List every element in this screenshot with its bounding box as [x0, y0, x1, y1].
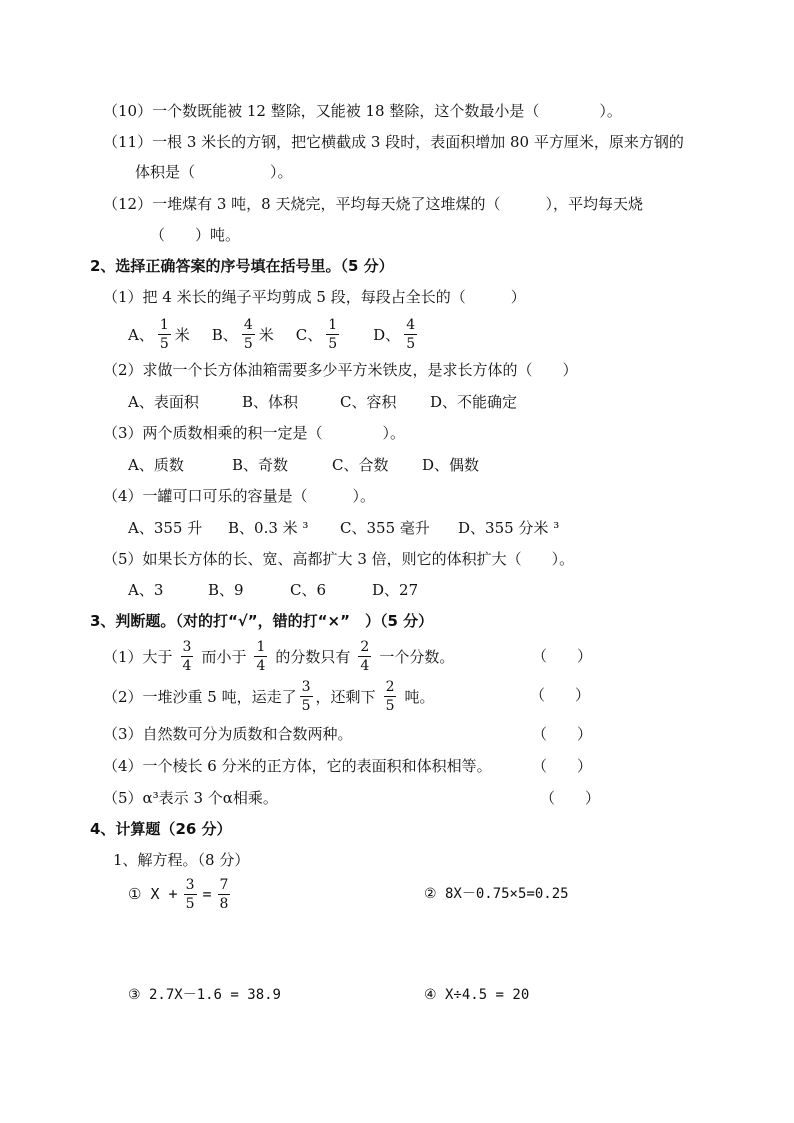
fraction-b: $\frac{4}{5}$ — [243, 316, 253, 352]
judge-1-fraction-2: $\frac{1}{4}$ — [256, 638, 266, 674]
fraction-d: $\frac{4}{5}$ — [406, 316, 416, 352]
judge-4-answer-paren[interactable]: （ ） — [532, 757, 593, 775]
judge-5-answer-paren[interactable]: （ ） — [540, 789, 601, 807]
equation-3: ③ 2.7X－1.6 = 38.9 — [128, 987, 281, 1003]
question-11-line1: （11）一根 3 米长的方钢，把它横截成 3 段时，表面积增加 80 平方厘米，原来方钢的 — [103, 133, 684, 151]
option-a-label: A、 — [128, 325, 154, 344]
judge-1 — [103, 634, 454, 678]
sub-1-title: 1、解方程。（8 分） — [113, 851, 250, 869]
choice-q3: （3）两个质数相乘的积一定是（ ）。 — [103, 424, 406, 442]
choice-q3-opt-c: C、合数 — [332, 456, 389, 474]
fraction-c: $\frac{1}{5}$ — [328, 316, 338, 352]
choice-q5-opt-b: B、9 — [208, 581, 244, 599]
choice-q2-opt-c: C、容积 — [340, 393, 397, 411]
option-d-label: D、 — [373, 325, 401, 344]
judge-2-text-a: （2）一堆沙重 5 吨，运走了 — [103, 687, 297, 706]
choice-q4-opt-c: C、355 毫升 — [340, 519, 430, 537]
judge-2-fraction-2: $\frac{2}{5}$ — [385, 678, 395, 714]
judge-1-text-d: 一个分数。 — [379, 647, 455, 666]
equation-2: ② 8X－0.75×5=0.25 — [424, 886, 569, 902]
option-a-unit: 米 — [174, 325, 190, 344]
choice-q2: （2）求做一个长方体油箱需要多少平方米铁皮，是求长方体的（ ） — [103, 361, 578, 379]
choice-q2-opt-d: D、不能确定 — [430, 393, 518, 411]
choice-q3-opt-d: D、偶数 — [422, 456, 480, 474]
option-c-label: C、 — [295, 325, 323, 344]
judge-5: （5）α³表示 3 个α相乘。 — [103, 789, 278, 807]
choice-q5: （5）如果长方体的长、宽、高都扩大 3 倍，则它的体积扩大（ ）。 — [103, 550, 575, 568]
equation-4: ④ X÷4.5 = 20 — [424, 987, 530, 1003]
equation-1-text-a: ① X + — [128, 885, 178, 903]
choice-q5-opt-d: D、27 — [372, 581, 419, 599]
fraction-a: $\frac{1}{5}$ — [159, 316, 169, 352]
choice-q3-opt-a: A、质数 — [128, 456, 184, 474]
choice-q3-opt-b: B、奇数 — [232, 456, 289, 474]
choice-q4-opt-a: A、355 升 — [128, 519, 203, 537]
judge-4: （4）一个棱长 6 分米的正方体，它的表面积和体积相等。 — [103, 757, 492, 775]
question-12-line2: （ ）吨。 — [150, 226, 241, 244]
judge-1-text-a: （1）大于 — [103, 647, 173, 666]
equation-1 — [128, 872, 236, 916]
judge-3-answer-paren[interactable]: （ ） — [532, 725, 593, 743]
section-2-title: 2、选择正确答案的序号填在括号里。（5 分） — [90, 257, 394, 275]
section-4-title: 4、计算题（26 分） — [90, 820, 232, 838]
judge-2-text-b: ，还剩下 — [315, 687, 376, 706]
option-b-unit: 米 — [258, 325, 274, 344]
question-12-line1: （12）一堆煤有 3 吨，8 天烧完，平均每天烧了这堆煤的（ ），平均每天烧 — [103, 195, 643, 213]
choice-q4-opt-b: B、0.3 米 ³ — [228, 519, 309, 537]
equation-1-fraction-2: $\frac{7}{8}$ — [219, 876, 229, 912]
judge-1-text-c: 的分数只有 — [275, 647, 351, 666]
choice-q5-opt-a: A、3 — [128, 581, 164, 599]
equation-1-equals: = — [202, 885, 212, 903]
judge-1-fraction-3: $\frac{2}{4}$ — [360, 638, 370, 674]
choice-q1: （1）把 4 米长的绳子平均剪成 5 段，每段占全长的（ ） — [103, 288, 526, 306]
judge-2 — [103, 674, 435, 718]
judge-2-text-c: 吨。 — [404, 687, 435, 706]
question-10: （10）一个数既能被 12 整除，又能被 18 整除，这个数最小是（ ）。 — [103, 102, 622, 120]
judge-1-fraction-1: $\frac{3}{4}$ — [182, 638, 192, 674]
choice-q2-opt-a: A、表面积 — [128, 393, 199, 411]
equation-1-fraction-1: $\frac{3}{5}$ — [185, 876, 195, 912]
choice-q5-opt-c: C、6 — [290, 581, 327, 599]
judge-2-answer-paren[interactable]: （ ） — [530, 686, 591, 704]
judge-3: （3）自然数可分为质数和合数两种。 — [103, 725, 353, 743]
choice-q1-options — [128, 312, 421, 356]
choice-q4: （4）一罐可口可乐的容量是（ ）。 — [103, 487, 376, 505]
choice-q2-opt-b: B、体积 — [242, 393, 299, 411]
judge-1-text-b: 而小于 — [201, 647, 247, 666]
judge-1-answer-paren[interactable]: （ ） — [532, 647, 593, 665]
section-3-title: 3、判断题。（对的打“√”，错的打“×” ）（5 分） — [90, 612, 434, 630]
judge-2-fraction-1: $\frac{3}{5}$ — [301, 678, 311, 714]
choice-q4-opt-d: D、355 分米 ³ — [458, 519, 560, 537]
question-11-line2: 体积是（ ）。 — [135, 163, 293, 181]
option-b-label: B、 — [211, 325, 238, 344]
